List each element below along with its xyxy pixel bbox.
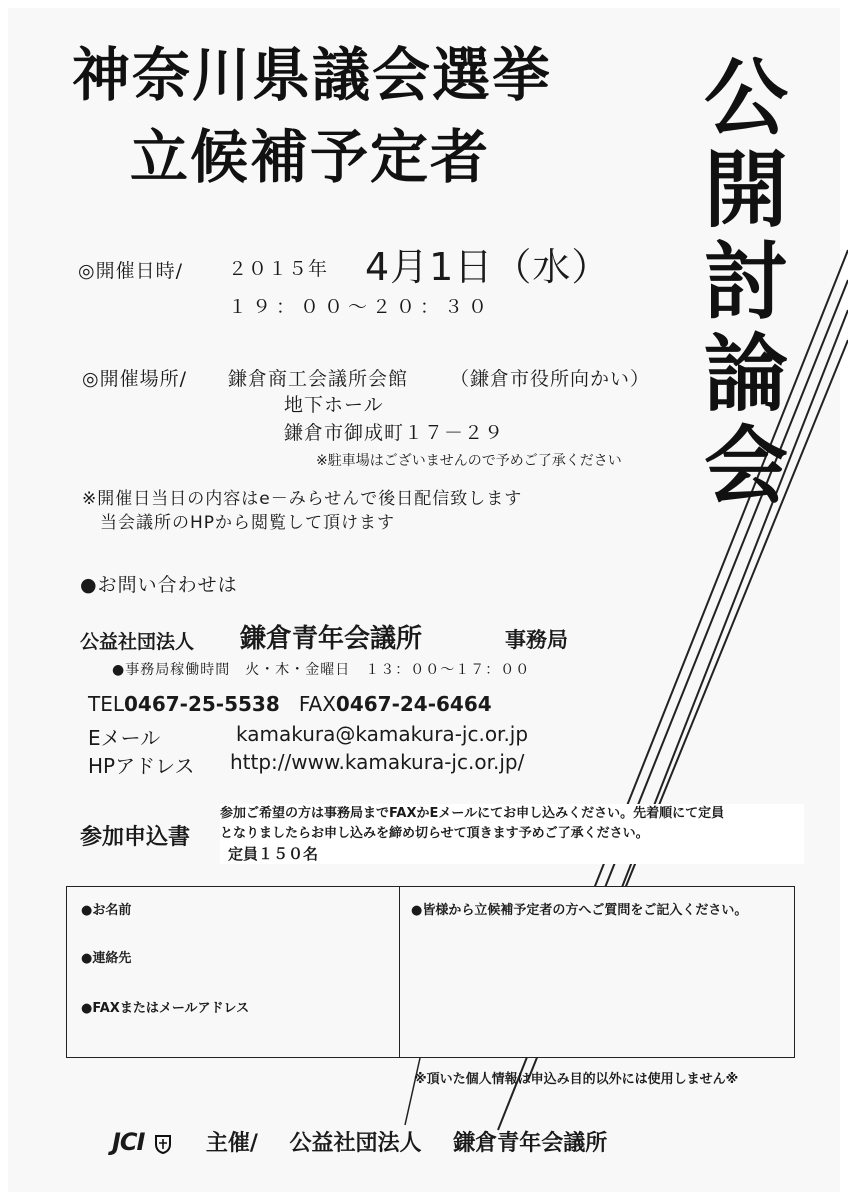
venue-address: 鎌倉市御成町１７－２９ [284, 422, 505, 444]
application-form [66, 886, 795, 1058]
tel-line [88, 692, 492, 716]
stream-note-line1: ※開催日当日の内容はe－みらせんで後日配信致します [82, 489, 523, 509]
hp-address: http://www.kamakura-jc.or.jp/ [230, 750, 525, 774]
tel-label: TEL [88, 692, 124, 716]
main-title-line1: 神奈川県議会選挙 [72, 41, 553, 109]
fax-number: 0467-24-6464 [335, 692, 492, 716]
hp-label: HPアドレス [88, 754, 195, 778]
fax-label: FAX [298, 692, 336, 716]
tel-number: 0467-25-5538 [124, 692, 280, 716]
capacity: 定員１５０名 [228, 845, 319, 863]
jci-emblem-icon [154, 1134, 172, 1154]
email-address: kamakura@kamakura-jc.or.jp [236, 722, 529, 746]
vertical-title-char: 公 [703, 49, 788, 147]
venue-label: ◎開催場所/ [82, 368, 187, 390]
org-prefix: 公益社団法人 [80, 631, 195, 653]
host-label: 主催/ [205, 1131, 258, 1156]
application-heading: 参加申込書 [80, 825, 191, 850]
form-left-column [67, 887, 400, 1057]
email-label: Eメール [88, 726, 161, 750]
org-name: 鎌倉青年会議所 [240, 624, 423, 654]
date-day: 4月1日（水） [365, 245, 611, 289]
field-name[interactable]: ●お名前 [81, 903, 132, 918]
venue-hall: 地下ホール [284, 394, 384, 416]
notice-line2: となりましたらお申し込みを締め切らせて頂きます予めご了承ください。 [220, 826, 649, 841]
date-label: ◎開催日時/ [78, 260, 183, 282]
org-suffix: 事務局 [505, 628, 568, 652]
host-prefix: 公益社団法人 [289, 1131, 422, 1156]
main-title-line2: 立候補予定者 [130, 123, 491, 191]
inquiry-heading: ●お問い合わせは [80, 574, 238, 596]
date-time: １９：００～２０：３０ [228, 296, 493, 318]
application-notice [220, 804, 804, 864]
footer [112, 1126, 607, 1157]
jci-logo: JCI [112, 1128, 145, 1156]
venue-name: 鎌倉商工会議所会館 [228, 368, 409, 390]
vertical-title-char: 論 [703, 325, 788, 423]
office-hours: ●事務局稼働時間 火・木・金曜日 １３：００～１７：００ [112, 662, 531, 678]
field-fax-email[interactable]: ●FAXまたはメールアドレス [81, 1001, 250, 1016]
vertical-title-char: 開 [703, 141, 788, 239]
field-contact[interactable]: ●連絡先 [81, 951, 132, 966]
parking-note: ※駐車場はございませんので予めご了承ください [316, 453, 622, 469]
date-year: ２０１５年 [228, 258, 329, 280]
stream-note-line2: 当会議所のHPから閲覧して頂けます [100, 513, 396, 533]
privacy-note: ※頂いた個人情報は申込み目的以外には使用しません※ [414, 1072, 739, 1087]
field-questions[interactable]: ●皆様から立候補予定者の方へご質問をご記入ください。 [411, 903, 748, 918]
vertical-title [700, 49, 792, 515]
notice-line1: 参加ご希望の方は事務局までFAXかEメールにてお申し込みください。先着順にて定員 [220, 806, 725, 821]
vertical-title-char: 会 [703, 417, 788, 515]
host-name: 鎌倉青年会議所 [453, 1131, 608, 1156]
vertical-title-char: 討 [703, 233, 788, 331]
venue-landmark: （鎌倉市役所向かい） [450, 368, 651, 390]
